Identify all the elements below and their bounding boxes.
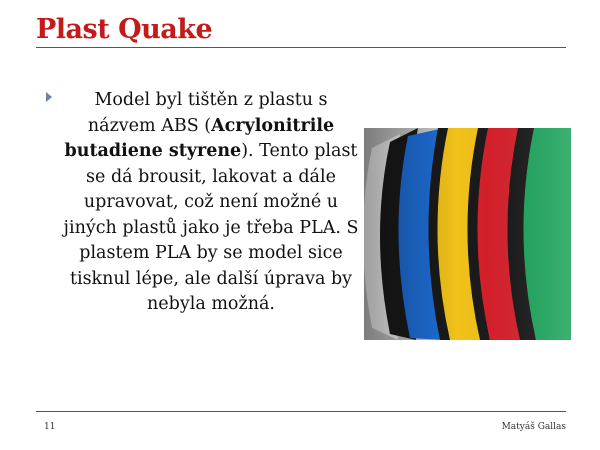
filament-spools-photo (364, 128, 571, 340)
body-text-part1: Model byl tištěn z plastu s názvem ABS ( (87, 90, 328, 136)
triangle-bullet-icon (46, 92, 52, 102)
slide-title: Plast Quake (36, 14, 213, 45)
bullet-list (46, 88, 364, 318)
body-text-bold: Acrylonitrile butadiene styrene (64, 115, 335, 161)
title-divider (36, 47, 566, 48)
footer-divider (36, 411, 566, 412)
filament-spools-image (364, 128, 571, 340)
bullet-text (62, 88, 360, 318)
page-number: 11 (44, 422, 56, 432)
author-name: Matyáš Gallas (501, 422, 566, 432)
body-text-part2: ). Tento plast se dá brousit, lakovat a dále upravovat, což není možné u jiných plastů jako je třeba PLA. S plastem PLA by se model sice tisknul lépe, ale další úprava by nebyla možná. (63, 141, 359, 314)
